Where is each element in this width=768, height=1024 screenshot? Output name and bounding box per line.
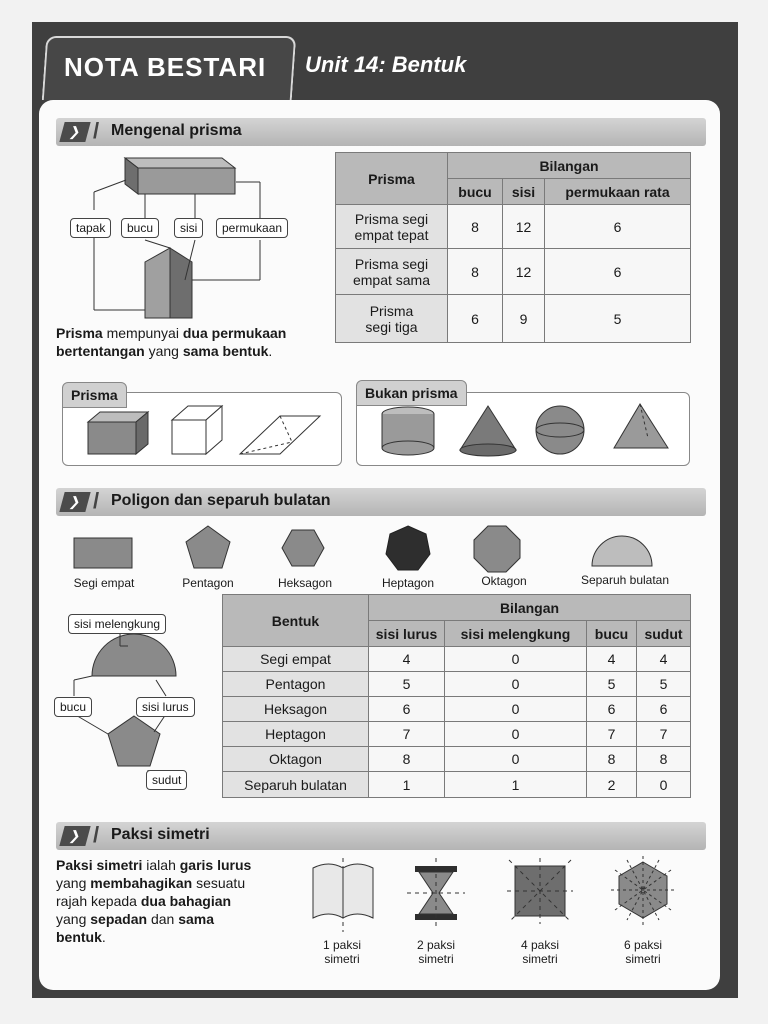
symmetry-figures [305,856,700,936]
symmetry-definition: Paksi simetri ialah garis lurus yang membahagikan sesuatu rajah kepada dua bahagian yang sepadan dan sama bentuk. [56,857,252,945]
chevron-right-icon: ❯ [59,492,90,512]
table-row: Heptagon 7 0 7 7 [223,722,691,747]
label-sudut: sudut [146,770,187,790]
caption-pentagon: Pentagon [182,576,234,590]
nonprism-examples [378,400,683,460]
table-row: Segi empat 4 0 4 4 [223,647,691,672]
brand-title: NOTA BESTARI [64,52,267,82]
table-row: Prisma segi empat tepat 8 12 6 [336,205,691,249]
caption-heptagon: Heptagon [381,576,435,590]
section-title: Paksi simetri [111,826,210,843]
label-sisi: sisi [174,218,203,238]
label-tapak: tapak [70,218,111,238]
polygon-table: Bentuk Bilangan sisi lurus sisi melengkung bucu sudut Segi empat 4 0 4 4 Pentagon 5 0 5 5 Heksagon 6 0 6 6 Heptagon 7 0 7 7 Oktagon 8 0 8 8 Separuh bulatan 1 1 2 0 [222,594,691,798]
label-sisi-melengkung: sisi melengkung [68,614,166,634]
prism-definition: Prisma mempunyai dua permukaan bertentangan yang sama bentuk. [56,325,287,359]
unit-title: Unit 14: Bentuk [305,52,467,77]
caption-separuh-bulatan: Separuh bulatan [580,573,670,587]
polygon-shapes [60,524,670,574]
caption-heksagon: Heksagon [277,576,333,590]
prism-tab: Prisma [62,382,127,408]
label-bucu: bucu [121,218,159,238]
prism-table: Prisma Bilangan bucu sisi permukaan rata Prisma segi empat tepat 8 12 6 Prisma segi empat sama 8 12 6 Prisma segi tiga 6 9 5 [335,152,691,343]
symmetry-caption-1: 1 paksi simetri [322,938,362,966]
symmetry-caption-4: 6 paksi simetri [623,938,663,966]
brand-tab [42,36,296,100]
section-header-paksi: ❯ / Paksi simetri [56,822,706,850]
table-row: Oktagon 8 0 8 8 [223,747,691,772]
section-header-poligon: ❯ / Poligon dan separuh bulatan [56,488,706,516]
section-title: Poligon dan separuh bulatan [111,492,331,509]
table-row: Separuh bulatan 1 1 2 0 [223,772,691,798]
symmetry-caption-3: 4 paksi simetri [520,938,560,966]
section-title: Mengenal prisma [111,122,242,139]
prism-examples [80,400,335,460]
symmetry-caption-2: 2 paksi simetri [416,938,456,966]
caption-segi-empat: Segi empat [73,576,135,590]
chevron-right-icon: ❯ [59,122,90,142]
label-permukaan: permukaan [216,218,288,238]
label-bucu: bucu [54,697,92,717]
section-header-prisma: ❯ / Mengenal prisma [56,118,706,146]
nonprism-tab: Bukan prisma [356,380,467,406]
label-sisi-lurus: sisi lurus [136,697,195,717]
chevron-right-icon: ❯ [59,826,90,846]
table-row: Prisma segi empat sama 8 12 6 [336,249,691,295]
table-row: Prisma segi tiga 6 9 5 [336,295,691,343]
table-row: Pentagon 5 0 5 5 [223,672,691,697]
caption-oktagon: Oktagon [481,574,527,588]
table-row: Heksagon 6 0 6 6 [223,697,691,722]
